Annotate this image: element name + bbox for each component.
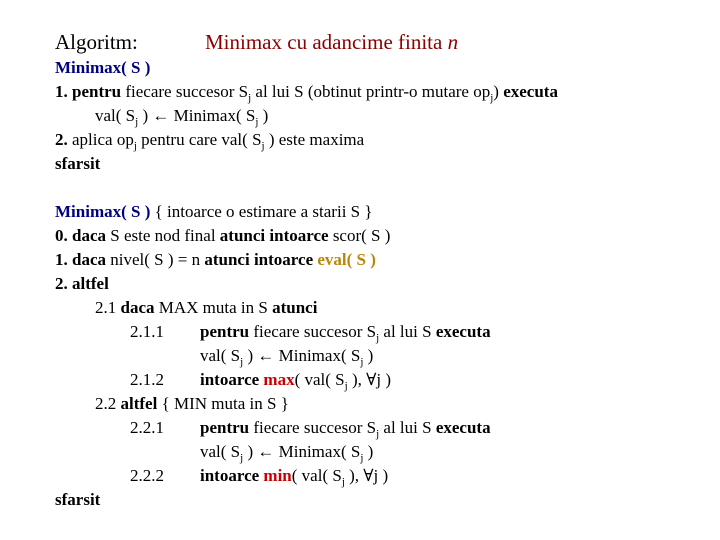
algo1-line1-b: al lui S (obtinut printr-o mutare op [251, 82, 491, 101]
algo1-line3-b: pentru care val( S [136, 130, 262, 149]
algo2-line211-kw2: executa [435, 322, 491, 341]
algo1-line2-b: ) ← Minimax( S [138, 106, 256, 125]
algo2-line221 [200, 418, 491, 438]
algo2-line1-num: 1. [55, 250, 68, 269]
algo2-line211-kw: pentru [200, 322, 250, 341]
algo2-line211v-sub1: j [240, 356, 244, 368]
algo2-line212-fn: max [259, 370, 295, 389]
algo1-line1-sub1: j [248, 92, 252, 104]
algo2-line221-val [200, 442, 373, 462]
algo1-line3 [55, 130, 364, 150]
algo2-line0 [55, 226, 390, 246]
algo2-line221v-a: val( S [200, 442, 241, 461]
algo2-line21-num: 2.1 [95, 298, 117, 317]
algo2-line211 [200, 322, 491, 342]
algo2-line212-sub: j [344, 380, 348, 392]
algo2-line222-fn: min [259, 466, 292, 485]
algo2-line221v-sub2: j [360, 452, 364, 464]
algo2-line221-sub: j [376, 428, 380, 440]
algo2-header-comment: { intoarce o estimare a starii S } [150, 202, 373, 221]
algo2-line21-kw1: daca [116, 298, 155, 317]
algo2-line221-b: al lui S [379, 418, 436, 437]
algo1-line3-num: 2. [55, 130, 68, 149]
algo1-line2-c: ) [258, 106, 269, 125]
algo2-line221-num: 2.2.1 [130, 418, 164, 437]
algo2-line1-eval: eval( S ) [313, 250, 376, 269]
algo2-line21 [95, 298, 317, 318]
algo2-line211-b: al lui S [379, 322, 436, 341]
algo2-line211-a: fiecare succesor S [249, 322, 377, 341]
algo1-line1 [55, 82, 558, 102]
algo2-line21-a: MAX muta in S [154, 298, 273, 317]
algo2-line22-num: 2.2 [95, 394, 117, 413]
algo1-line1-sub2: j [490, 92, 494, 104]
algo2-line221-kw2: executa [435, 418, 491, 437]
algo2-end: sfarsit [55, 490, 101, 509]
algo2-line212-a: ( val( S [294, 370, 345, 389]
algo2-line222-b: ), ∀j ) [344, 466, 389, 485]
algorithm-label [55, 30, 138, 54]
algo2-header-line [55, 202, 373, 222]
algo2-line222-sub: j [341, 476, 345, 488]
algo1-header: Minimax( S ) [55, 58, 151, 77]
algo2-line211v-c: ) [363, 346, 374, 365]
algo2-line211-val [200, 346, 373, 366]
algo1-line1-kw2: executa [503, 82, 558, 101]
page-title-var: n [447, 30, 459, 54]
algorithm-label-text: Algoritm: [55, 30, 138, 54]
algo2-line0-num: 0. [55, 226, 68, 245]
algo2-line221-kw: pentru [200, 418, 250, 437]
algo2-line0-kw1: daca [67, 226, 106, 245]
algo1-line2-sub1: j [135, 116, 139, 128]
algo2-line221v-b: ) ← Minimax( S [243, 442, 361, 461]
algo2-line221v-sub1: j [240, 452, 244, 464]
algo1-line2-sub2: j [255, 116, 259, 128]
algo2-line222-a: ( val( S [291, 466, 342, 485]
algo2-line212 [200, 370, 391, 390]
algo1-line1-kw: pentru [72, 82, 122, 101]
page-title-text: Minimax cu adancime finita [205, 30, 448, 54]
algo2-line1-kw1: daca [67, 250, 106, 269]
algo1-line1-num: 1. [55, 82, 68, 101]
algo1-line2-a: val( S [95, 106, 136, 125]
algo1-line2 [95, 106, 268, 126]
algo1-line3-c: ) este maxima [264, 130, 365, 149]
algo2-line212-kw: intoarce [200, 370, 260, 389]
algo2-line21-kw2: atunci [272, 298, 318, 317]
algo2-line221v-c: ) [363, 442, 374, 461]
algo2-line1 [55, 250, 376, 270]
algo2-line222 [200, 466, 388, 486]
algo2-line1-a: nivel( S ) = n [106, 250, 205, 269]
algo2-line212-num: 2.1.2 [130, 370, 164, 389]
algo1-line3-sub2: j [261, 140, 265, 152]
algo2-line22-kw: altfel [116, 394, 158, 413]
algo2-header: Minimax( S ) [55, 202, 151, 221]
algo1-line1-c: ) [493, 82, 504, 101]
algo1-line1-a: fiecare succesor S [121, 82, 249, 101]
algo2-line22 [95, 394, 289, 414]
algo1-line3-a: aplica op [67, 130, 134, 149]
algo2-line222-num: 2.2.2 [130, 466, 164, 485]
algo2-line211v-sub2: j [360, 356, 364, 368]
algo2-line221-a: fiecare succesor S [249, 418, 377, 437]
algo2-line0-b: scor( S ) [328, 226, 391, 245]
algo2-line222-kw: intoarce [200, 466, 260, 485]
algo2-line211-num: 2.1.1 [130, 322, 164, 341]
algo2-line211v-a: val( S [200, 346, 241, 365]
algo2-line1-kw2: atunci intoarce [204, 250, 314, 269]
algo2-line2: 2. altfel [55, 274, 109, 293]
page-title [205, 30, 458, 54]
algo2-line211v-b: ) ← Minimax( S [243, 346, 361, 365]
algo1-line3-sub1: j [133, 140, 137, 152]
algo2-line0-a: S este nod final [106, 226, 220, 245]
algo1-end: sfarsit [55, 154, 101, 173]
algo2-line211-sub: j [376, 332, 380, 344]
algo2-line0-kw2: atunci intoarce [219, 226, 329, 245]
algo2-line22-a: { MIN muta in S } [157, 394, 289, 413]
algo2-line212-b: ), ∀j ) [347, 370, 392, 389]
